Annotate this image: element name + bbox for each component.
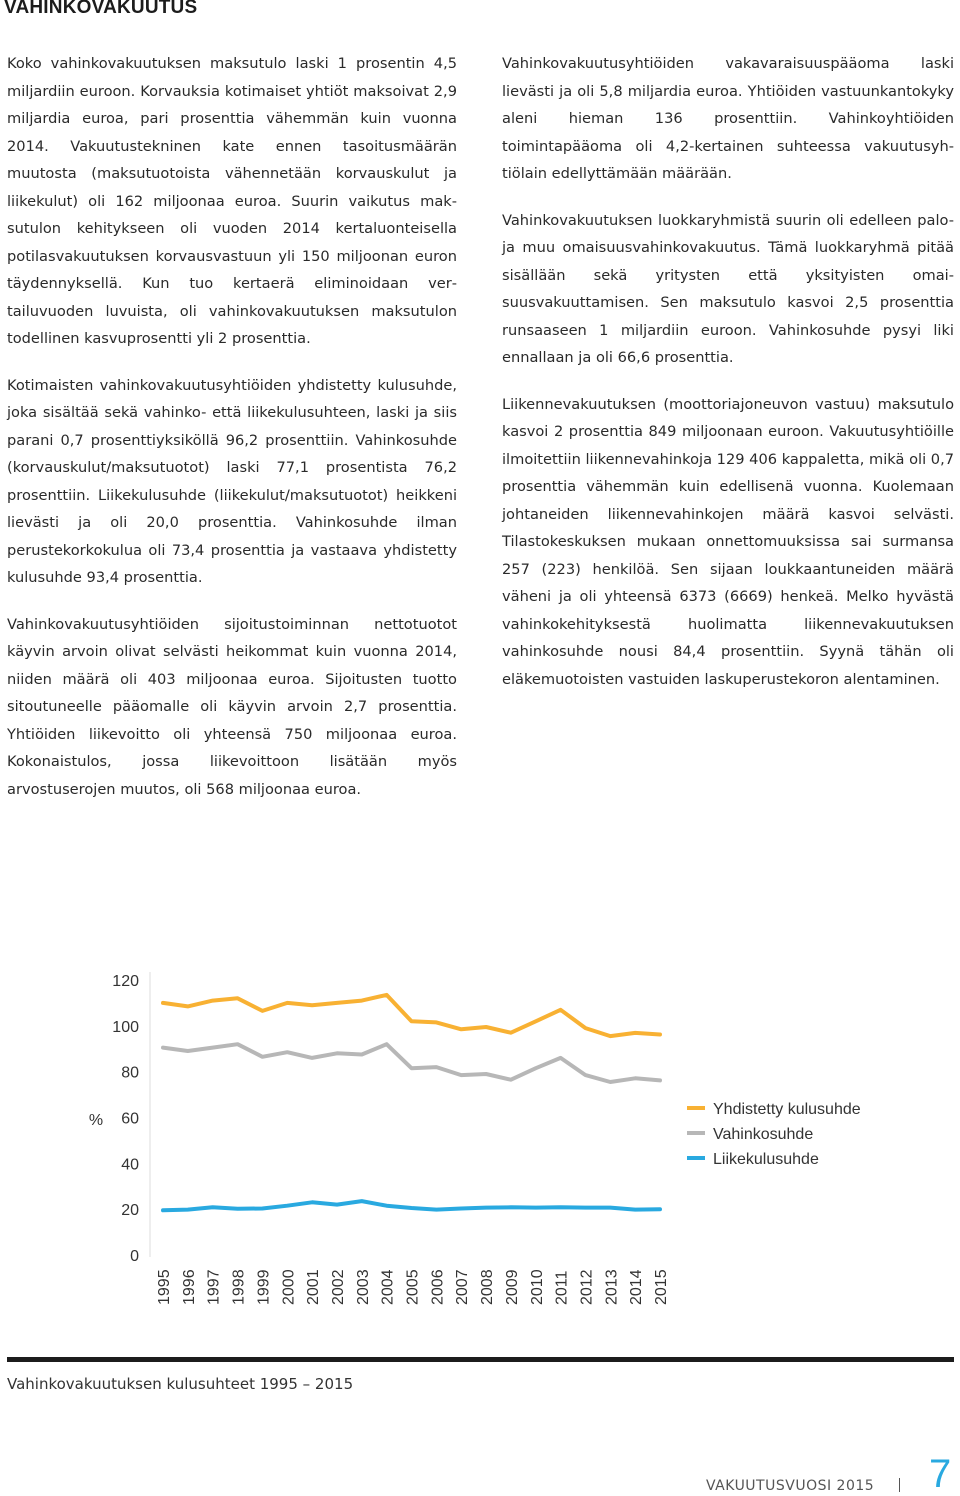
x-tick-label: 2004 bbox=[379, 1269, 397, 1305]
y-axis-label: % bbox=[88, 1112, 104, 1129]
x-tick-label: 2001 bbox=[305, 1269, 323, 1305]
x-tick-label: 2003 bbox=[354, 1269, 372, 1305]
paragraph-combined-ratio: Kotimaisten vahinkovakuutusyhtiöiden yhdistetty kulusuhde, joka sisältää sekä vahinko- että liikekulusuhteen, laski ja siis parani 0,7 prosenttiyksiköllä 96,2 prosenttiin. Vahinkosuhde (korvauskulut/maksutuotot) laski 77,1 prosentista 76,2 prosenttiin. Liikekulusuhde (liikekulut/maksutuotot) heikkeni lievästi ja oli 20,0 prosenttia. Vahinkosuhde ilman perustekorkokulua oli 73,4 prosenttia ja vastaava yhdistetty kulusuhde 93,4 prosenttia. bbox=[7, 376, 457, 586]
x-tick-label: 2005 bbox=[404, 1269, 422, 1305]
series-line-1 bbox=[163, 995, 660, 1036]
paragraph-motor-liability: Liikennevakuutuksen (moottoriajoneuvon vastuu) maksutulo kasvoi 2 prosenttia 849 miljoonaan euroon. Vakuutusyhtiöille ilmoitettiin liikennevahinkoja 129 406 kappaletta, mikä oli 0,7 prosenttia vähemmän kuin edellisenä vuonna. Kuolemaan johtaneiden liikennevahinkojen määrä kasvoi selvästi. Tilastokeskuksen mukaan onnettomuuksissa sai surmansa 257 (223) henkilöä. Sen sijaan loukkaantuneiden määrä väheni ja oli yhteensä 6373 (6669) henkeä. Melko hyvästä vahinkokehityksestä huolimatta liikennevakuutuksen vahinkosuhde nousi 84,4 prosenttiin. Syynä tähän oli eläkemuotoisten vastuiden laskuperustekoron alentaminen. bbox=[502, 395, 954, 688]
x-tick-label: 2012 bbox=[578, 1269, 596, 1305]
x-tick-label: 2013 bbox=[603, 1269, 621, 1305]
series-line-3 bbox=[163, 1201, 660, 1210]
paragraph-premium-income: Koko vahinkovakuutuksen maksutulo laski 1 prosentin 4,5 miljardiin euroon. Korvauksia kotimaiset yhtiöt maksoivat 2,9 miljardia euroa, pari prosenttia vähemmän kuin vuonna 2014. Vakuutustekninen kate ennen tasoitusmäärän muutosta (maksutuotoista vähennetään korvauskulut ja liikekulut) oli 162 miljoonaa euroa. Suurin vaikutus maksutulon kehitykseen oli vuoden 2014 kertaluonteisella potilasvakuutuksen korvausvastuun yli 150 miljoonan euron täydennyksellä. Kun tuo kertaerä eliminoidaan vertailuvuoden luvuista, oli vahinkovakuutuksen maksutulon todellinen kasvuprosentti yli 2 prosenttia. bbox=[7, 55, 457, 347]
legend-label-3: Liikekulusuhde bbox=[713, 1151, 819, 1168]
caption-rule bbox=[7, 1357, 954, 1362]
legend-label-1: Yhdistetty kulusuhde bbox=[713, 1101, 861, 1118]
legend-label-2: Vahinkosuhde bbox=[713, 1126, 814, 1143]
x-tick-label: 2009 bbox=[503, 1269, 521, 1305]
chart-svg bbox=[0, 960, 960, 1310]
x-tick-label: 1996 bbox=[180, 1269, 198, 1305]
y-tick-label: 0 bbox=[130, 1248, 139, 1265]
x-tick-label: 2015 bbox=[653, 1269, 670, 1305]
paragraph-investment-income: Vahinkovakuutusyhtiöiden sijoitustoiminnan nettotuotot käyvin arvoin olivat selvästi heikommat kuin vuonna 2014, niiden määrä oli 403 miljoonaa euroa. Sijoitusten tuotto sitoutuneelle pääomalle oli käyvin arvoin 2,7 prosenttia. Yhtiöiden liikevoitto oli yhteensä 750 miljoonaa euroa. Kokonaistulos, jossa liikevoittoon lisätään myös arvostuserojen muutos, oli 568 miljoonaa euroa. bbox=[7, 615, 457, 798]
y-tick-label: 60 bbox=[121, 1110, 139, 1128]
footer-separator bbox=[899, 1478, 900, 1492]
y-tick-label: 40 bbox=[121, 1156, 139, 1174]
x-tick-label: 2008 bbox=[479, 1269, 497, 1305]
paragraph-property-insurance: Vahinkovakuutuksen luokkaryhmistä suurin oli edelleen palo- ja muu omaisuusvahinkovakuutus. Tämä luokkaryhmä pitää sisällään sekä yritysten että yksityisten omaisuusvakuuttamisen. Sen maksutulo kasvoi 2,5 prosenttia runsaaseen 1 miljardiin euroon. Vahinkosuhde pysyi liki ennallaan ja oli 66,6 prosenttia. bbox=[502, 211, 954, 366]
y-tick-label: 80 bbox=[121, 1064, 139, 1082]
x-tick-label: 1997 bbox=[205, 1269, 223, 1305]
page-number: 7 bbox=[929, 1452, 952, 1496]
x-tick-label: 2006 bbox=[429, 1269, 447, 1305]
right-text-column bbox=[502, 50, 954, 712]
expense-ratio-chart bbox=[0, 960, 960, 1310]
paragraph-solvency: Vahinkovakuutusyhtiöiden vakavaraisuuspääoma laski lievästi ja oli 5,8 miljardia euroa. Yhtiöiden vastuunkantokyky aleni hieman 136 prosenttiin. Vahinkoyhtiöiden toimintapääoma oli 4,2-kertainen suhteessa vakuutusyhtiölain edellyttämään määrään. bbox=[502, 55, 954, 182]
x-tick-label: 1998 bbox=[230, 1269, 248, 1305]
section-title: VAHINKOVAKUUTUS bbox=[4, 0, 198, 18]
y-tick-label: 20 bbox=[121, 1202, 139, 1220]
x-tick-label: 2007 bbox=[454, 1269, 472, 1305]
x-tick-label: 2014 bbox=[628, 1269, 646, 1305]
x-tick-label: 1999 bbox=[255, 1269, 273, 1305]
left-text-column bbox=[7, 50, 457, 822]
x-tick-label: 2002 bbox=[329, 1269, 347, 1305]
x-tick-label: 2010 bbox=[528, 1269, 546, 1305]
x-tick-label: 2000 bbox=[280, 1269, 298, 1305]
y-tick-label: 100 bbox=[112, 1018, 139, 1036]
footer-publication: VAKUUTUSVUOSI 2015 bbox=[706, 1478, 875, 1494]
x-tick-label: 2011 bbox=[553, 1270, 571, 1305]
series-line-2 bbox=[163, 1044, 660, 1082]
y-tick-label: 120 bbox=[112, 973, 139, 990]
x-tick-label: 1995 bbox=[156, 1269, 173, 1305]
chart-caption: Vahinkovakuutuksen kulusuhteet 1995 – 2015 bbox=[7, 1375, 354, 1393]
